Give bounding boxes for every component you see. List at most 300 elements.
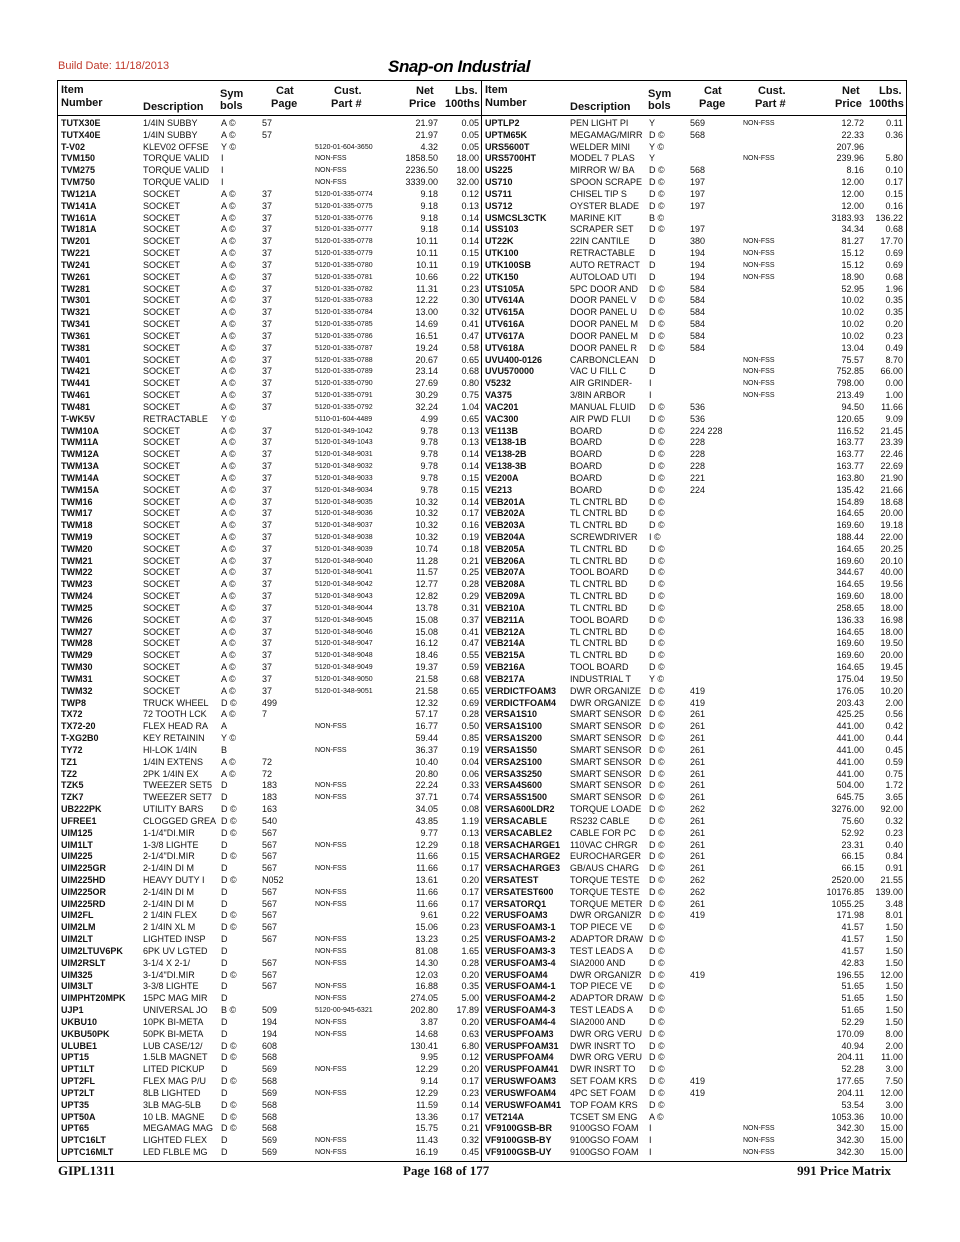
- table-row: [482, 780, 906, 792]
- table-row: [482, 686, 906, 698]
- table-row: [482, 1064, 906, 1076]
- item-number: VERUSFOAM3-4: [485, 957, 556, 968]
- customer-part: NON-FSS: [743, 1137, 775, 1145]
- weight-lbs: 0.58: [461, 342, 479, 353]
- description: SCRAPER SET: [570, 224, 634, 235]
- symbols: D: [221, 1135, 228, 1146]
- description: 22IN CANTILE: [570, 236, 630, 247]
- table-row: [58, 1147, 481, 1159]
- net-price: 188.44: [836, 531, 864, 542]
- description: SOCKET: [143, 472, 181, 483]
- catalog-page: 419: [690, 969, 706, 980]
- item-number: TWM21: [61, 555, 93, 566]
- catalog-page: 37: [262, 307, 273, 318]
- net-price: 504.00: [836, 780, 864, 791]
- symbols: A ©: [221, 366, 236, 377]
- symbols: A ©: [221, 342, 236, 353]
- weight-lbs: 0.14: [461, 496, 479, 507]
- item-number: VE200A: [485, 472, 519, 483]
- net-price: 10.11: [416, 259, 438, 270]
- table-row: [58, 201, 481, 213]
- table-row: [482, 863, 906, 875]
- description: DOOR PANEL M: [570, 330, 639, 341]
- description: SOCKET: [143, 626, 181, 637]
- weight-lbs: 0.08: [461, 804, 479, 815]
- table-row: [482, 1029, 906, 1041]
- description: 3-1/4 X 2-1/: [143, 957, 191, 968]
- weight-lbs: 0.17: [461, 1076, 479, 1087]
- symbols: I: [649, 1123, 652, 1134]
- weight-lbs: 0.20: [885, 319, 903, 330]
- table-row: [58, 650, 481, 662]
- net-price: 43.85: [415, 815, 438, 826]
- net-price: 12.32: [415, 697, 438, 708]
- description: 1/4IN SUBBY: [143, 118, 198, 128]
- catalog-page: 567: [262, 839, 278, 850]
- item-number: USMCSL3CTK: [485, 212, 547, 223]
- customer-part: NON-FSS: [743, 356, 775, 364]
- net-price: 11.66: [416, 886, 438, 897]
- item-number: TWM31: [61, 673, 93, 684]
- net-price: 30.29: [415, 390, 438, 401]
- description: SOCKET: [143, 342, 181, 353]
- net-price: 204.11: [837, 1052, 864, 1063]
- catalog-page: 37: [262, 531, 273, 542]
- description: KLEV02 OFFSE: [143, 141, 209, 152]
- description: SOCKET: [143, 484, 181, 495]
- net-price: 13.36: [415, 1111, 438, 1122]
- table-row: [482, 946, 906, 958]
- net-price: 18.46: [415, 650, 438, 661]
- net-price: 52.29: [841, 1016, 864, 1027]
- customer-part: NON-FSS: [315, 1149, 347, 1157]
- item-number: T-XG2B0: [61, 733, 99, 744]
- net-price: 16.12: [415, 638, 438, 649]
- item-number: ULUBE1: [61, 1040, 98, 1051]
- symbols: Y ©: [649, 141, 664, 152]
- net-price: 441.00: [836, 721, 864, 732]
- table-row: [58, 390, 481, 402]
- net-price: 10.74: [415, 543, 438, 554]
- item-number: VERUSFOAM3-2: [485, 934, 556, 945]
- description: SOCKET: [143, 650, 181, 661]
- catalog-page: 567: [262, 886, 278, 897]
- symbols: D ©: [649, 295, 665, 306]
- catalog-page: 37: [262, 283, 273, 294]
- symbols: I: [649, 378, 652, 389]
- catalog-page: 183: [262, 792, 278, 803]
- symbols: A ©: [221, 709, 236, 720]
- symbols: D ©: [649, 543, 665, 554]
- table-row: [482, 1005, 906, 1017]
- symbols: D ©: [649, 744, 665, 755]
- item-number: VERUSFOAM4-4: [485, 1016, 556, 1027]
- symbols: D ©: [221, 815, 237, 826]
- catalog-page: 194: [262, 1016, 278, 1027]
- weight-lbs: 0.75: [885, 768, 903, 779]
- symbols: D ©: [649, 401, 665, 412]
- table-row: [58, 355, 481, 367]
- description: SMART SENSOR: [570, 780, 642, 791]
- weight-lbs: 0.20: [461, 969, 479, 980]
- net-price: 32.24: [415, 401, 438, 412]
- net-price: 342.30: [836, 1123, 864, 1134]
- symbols: Y ©: [221, 413, 236, 424]
- net-price: 16.51: [415, 330, 438, 341]
- col-net-2: Price: [409, 98, 436, 110]
- weight-lbs: 1.50: [885, 934, 903, 945]
- catalog-page: 567: [262, 910, 278, 921]
- table-row: [58, 662, 481, 674]
- table-row: [482, 567, 906, 579]
- weight-lbs: 0.13: [461, 425, 479, 436]
- net-price: 2236.50: [405, 165, 438, 176]
- weight-lbs: 1.50: [885, 981, 903, 992]
- col-item-2: Number: [61, 97, 103, 109]
- description: TL CNTRL BD: [570, 543, 628, 554]
- catalog-page: 568: [262, 1076, 278, 1087]
- table-row: [482, 544, 906, 556]
- table-row: [58, 863, 481, 875]
- symbols: A ©: [221, 425, 236, 436]
- table-row: [58, 875, 481, 887]
- net-price: 11.66: [416, 898, 438, 909]
- col-sym-1: Sym: [648, 88, 672, 100]
- net-price: 14.30: [415, 957, 438, 968]
- description: SOCKET: [143, 366, 181, 377]
- net-price: 164.65: [836, 662, 864, 673]
- customer-part: NON-FSS: [743, 368, 775, 376]
- net-price: 21.97: [415, 129, 438, 140]
- catalog-page: 568: [262, 1099, 278, 1110]
- weight-lbs: 1.72: [885, 780, 903, 791]
- catalog-page: 37: [262, 484, 273, 495]
- customer-part: 5120-01-335-0784: [315, 309, 373, 317]
- description: TOP PIECE VE: [570, 981, 633, 992]
- table-row: [482, 910, 906, 922]
- symbols: D ©: [649, 1052, 665, 1063]
- weight-lbs: 0.21: [461, 1123, 479, 1134]
- item-number: TW461: [61, 390, 91, 401]
- net-price: 66.15: [841, 851, 864, 862]
- item-number: UVU570000: [485, 366, 535, 377]
- item-number: VERSATEST600: [485, 886, 554, 897]
- description: FLEX MAG P/U: [143, 1076, 207, 1087]
- net-price: 130.41: [410, 1040, 438, 1051]
- symbols: D: [221, 863, 228, 874]
- weight-lbs: 0.17: [461, 898, 479, 909]
- description: 3LB MAG-5LB: [143, 1099, 202, 1110]
- table-row: [58, 177, 481, 189]
- weight-lbs: 22.00: [880, 531, 903, 542]
- item-number: TWM20: [61, 543, 93, 554]
- symbols: D: [649, 236, 656, 247]
- customer-part: NON-FSS: [743, 273, 775, 281]
- table-row: [482, 118, 906, 130]
- item-number: VEB203A: [485, 520, 526, 531]
- description: TL CNTRL BD: [570, 579, 628, 590]
- item-number: UT22K: [485, 236, 514, 247]
- net-price: 51.65: [841, 1005, 864, 1016]
- net-price: 23.14: [415, 366, 438, 377]
- description: 10 LB. MAGNE: [143, 1111, 205, 1122]
- net-price: 4.32: [420, 141, 438, 152]
- net-price: 344.67: [836, 567, 864, 578]
- description: SOCKET: [143, 567, 181, 578]
- table-row: [482, 426, 906, 438]
- left-rows: [58, 118, 481, 1159]
- description: SOCKET: [143, 591, 181, 602]
- description: RETRACTABLE: [570, 248, 635, 259]
- net-price: 66.15: [841, 863, 864, 874]
- symbols: D ©: [649, 508, 665, 519]
- description: SOCKET: [143, 449, 181, 460]
- net-price: 36.37: [415, 744, 438, 755]
- item-number: VEB209A: [485, 591, 526, 602]
- net-price: 9.18: [420, 224, 438, 235]
- item-number: VEB210A: [485, 602, 526, 613]
- description: LUB CASE/12/: [143, 1040, 203, 1051]
- description: BOARD: [570, 472, 603, 483]
- table-row: [482, 615, 906, 627]
- weight-lbs: 0.14: [461, 449, 479, 460]
- weight-lbs: 0.69: [461, 697, 479, 708]
- net-price: 10.32: [415, 520, 438, 531]
- item-number: US225: [485, 165, 513, 176]
- description: SOCKET: [143, 295, 181, 306]
- description: SOCKET: [143, 531, 181, 542]
- description: FLEX HEAD RA: [143, 721, 209, 732]
- customer-part: 5120-01-604-3650: [315, 143, 373, 151]
- net-price: 202.80: [410, 1005, 438, 1016]
- symbols: D ©: [649, 591, 665, 602]
- table-row: [58, 437, 481, 449]
- customer-part: NON-FSS: [315, 794, 347, 802]
- item-number: VEB207A: [485, 567, 526, 578]
- description: RETRACTABLE: [143, 413, 208, 424]
- customer-part: NON-FSS: [743, 120, 775, 127]
- description: MANUAL FLUID: [570, 401, 636, 412]
- weight-lbs: 0.14: [461, 1099, 479, 1110]
- description: SOCKET: [143, 602, 181, 613]
- net-price: 164.65: [836, 579, 864, 590]
- net-price: 21.58: [415, 673, 438, 684]
- weight-lbs: 20.00: [880, 508, 903, 519]
- net-price: 441.00: [836, 756, 864, 767]
- item-number: TY72: [61, 744, 83, 755]
- catalog-page: 7: [262, 709, 268, 720]
- item-number: VERUSPFOAM41: [485, 1064, 559, 1075]
- weight-lbs: 0.14: [461, 212, 479, 223]
- table-row: [58, 497, 481, 509]
- net-price: 274.05: [410, 993, 438, 1004]
- weight-lbs: 10.20: [880, 685, 903, 696]
- item-number: URS5700HT: [485, 153, 537, 164]
- net-price: 1858.50: [405, 153, 438, 164]
- symbols: D ©: [649, 200, 665, 211]
- symbols: D ©: [649, 815, 665, 826]
- table-row: [482, 638, 906, 650]
- symbols: D ©: [649, 449, 665, 460]
- description: TOP PIECE VE: [570, 922, 633, 933]
- table-row: [58, 567, 481, 579]
- weight-lbs: 0.23: [885, 330, 903, 341]
- catalog-page: 262: [690, 875, 706, 885]
- net-price: 52.28: [841, 1064, 864, 1075]
- net-price: 163.77: [836, 437, 864, 448]
- catalog-page: 567: [262, 898, 278, 909]
- symbols: D ©: [649, 1064, 665, 1075]
- weight-lbs: 32.00: [456, 177, 479, 188]
- weight-lbs: 0.68: [461, 366, 479, 377]
- symbols: D ©: [649, 898, 665, 909]
- table-row: [482, 189, 906, 201]
- table-row: [58, 840, 481, 852]
- item-number: UTS105A: [485, 283, 525, 294]
- table-row: [58, 780, 481, 792]
- catalog-page: 37: [262, 508, 273, 519]
- item-number: VERUSWFOAM3: [485, 1076, 557, 1087]
- item-number: UKBU50PK: [61, 1028, 110, 1039]
- symbols: D ©: [649, 437, 665, 448]
- catalog-page: 261: [690, 898, 706, 909]
- net-price: 10176.85: [826, 886, 864, 897]
- weight-lbs: 1.50: [885, 1005, 903, 1016]
- net-price: 16.77: [415, 721, 438, 732]
- table-row: [58, 910, 481, 922]
- table-row: [482, 1100, 906, 1112]
- description: TOOL BOARD: [570, 614, 629, 625]
- symbols: D ©: [649, 910, 665, 921]
- item-number: VERSA5S1500: [485, 792, 548, 803]
- description: LIGHTED INSP: [143, 934, 206, 945]
- table-row: [482, 260, 906, 272]
- description: SMART SENSOR: [570, 768, 642, 779]
- description: BOARD: [570, 484, 603, 495]
- symbols: D ©: [649, 319, 665, 330]
- table-row: [58, 343, 481, 355]
- description: UTILITY BARS: [143, 804, 204, 815]
- catalog-page: 224: [690, 484, 706, 495]
- weight-lbs: 0.28: [461, 579, 479, 590]
- weight-lbs: 0.69: [885, 259, 903, 270]
- description: SOCKET: [143, 354, 181, 365]
- weight-lbs: 0.13: [461, 200, 479, 211]
- net-price: 14.69: [415, 319, 438, 330]
- table-row: [482, 958, 906, 970]
- item-number: USS103: [485, 224, 519, 235]
- catalog-page: 37: [262, 401, 273, 412]
- symbols: D ©: [221, 875, 237, 885]
- item-number: VAC300: [485, 413, 519, 424]
- weight-lbs: 6.80: [461, 1040, 479, 1051]
- catalog-page: 567: [262, 957, 278, 968]
- description: 9100GSO FOAM: [570, 1135, 639, 1146]
- catalog-page: 37: [262, 224, 273, 235]
- symbols: D ©: [221, 1123, 237, 1134]
- weight-lbs: 0.75: [461, 390, 479, 401]
- customer-part: 5120-01-348-9032: [315, 463, 373, 471]
- table-row: [482, 497, 906, 509]
- table-row: [482, 899, 906, 911]
- description: SOCKET: [143, 425, 181, 436]
- customer-part: NON-FSS: [315, 746, 347, 754]
- customer-part: 5110-01-604-4489: [315, 415, 373, 423]
- net-price: 75.60: [841, 815, 864, 826]
- symbols: B: [221, 744, 228, 755]
- item-number: UJP1: [61, 1005, 84, 1016]
- customer-part: NON-FSS: [315, 841, 347, 849]
- table-row: [58, 579, 481, 591]
- weight-lbs: 22.69: [880, 461, 903, 472]
- description: SOCKET: [143, 271, 181, 282]
- weight-lbs: 2.00: [885, 697, 903, 708]
- table-row: [482, 875, 906, 887]
- symbols: D ©: [649, 863, 665, 874]
- table-row: [58, 165, 481, 177]
- catalog-page: 37: [262, 662, 273, 673]
- catalog-page: 37: [262, 200, 273, 211]
- table-row: [58, 366, 481, 378]
- description: HEAVY DUTY I: [143, 875, 205, 885]
- symbols: D ©: [649, 981, 665, 992]
- net-price: 169.60: [836, 650, 864, 661]
- description: TL CNTRL BD: [570, 602, 628, 613]
- item-number: UIM225: [61, 851, 93, 862]
- item-number: UPTC16MLT: [61, 1147, 114, 1158]
- item-number: VERSACHARGE2: [485, 851, 561, 862]
- catalog-page: 568: [690, 165, 706, 176]
- description: AIR GRINDER-: [570, 378, 633, 389]
- symbols: D ©: [649, 330, 665, 341]
- net-price: 798.00: [836, 378, 864, 389]
- symbols: D ©: [649, 851, 665, 862]
- table-row: [482, 733, 906, 745]
- item-number: TW421: [61, 366, 91, 377]
- customer-part: 5120-01-335-0790: [315, 380, 373, 388]
- description: 15PC MAG MIR: [143, 993, 208, 1004]
- weight-lbs: 11.66: [881, 401, 903, 412]
- col-item-1: Item: [61, 84, 84, 96]
- table-row: [58, 899, 481, 911]
- symbols: A ©: [221, 673, 236, 684]
- catalog-page: 567: [262, 981, 278, 992]
- symbols: A ©: [221, 591, 236, 602]
- table-row: [58, 721, 481, 733]
- catalog-page: 183: [262, 780, 278, 791]
- net-price: 11.57: [416, 567, 438, 578]
- description: TORQUE LOADE: [570, 804, 642, 815]
- symbols: D: [221, 1028, 228, 1039]
- net-price: 12.00: [841, 177, 864, 188]
- catalog-page: 567: [262, 969, 278, 980]
- item-number: UB222PK: [61, 804, 102, 815]
- description: EUROCHARGER: [570, 851, 642, 862]
- description: 6PK UV LGTED: [143, 945, 208, 956]
- item-number: VEB215A: [485, 650, 526, 661]
- description: SMART SENSOR: [570, 709, 642, 720]
- weight-lbs: 17.70: [880, 236, 903, 247]
- net-price: 342.30: [836, 1147, 864, 1158]
- item-number: TWM14A: [61, 472, 99, 483]
- item-number: TX72: [61, 709, 83, 720]
- net-price: 16.88: [415, 981, 438, 992]
- customer-part: NON-FSS: [315, 1089, 347, 1097]
- catalog-page: 37: [262, 295, 273, 306]
- weight-lbs: 0.06: [461, 768, 479, 779]
- table-row: [58, 1076, 481, 1088]
- item-number: VEB206A: [485, 555, 526, 566]
